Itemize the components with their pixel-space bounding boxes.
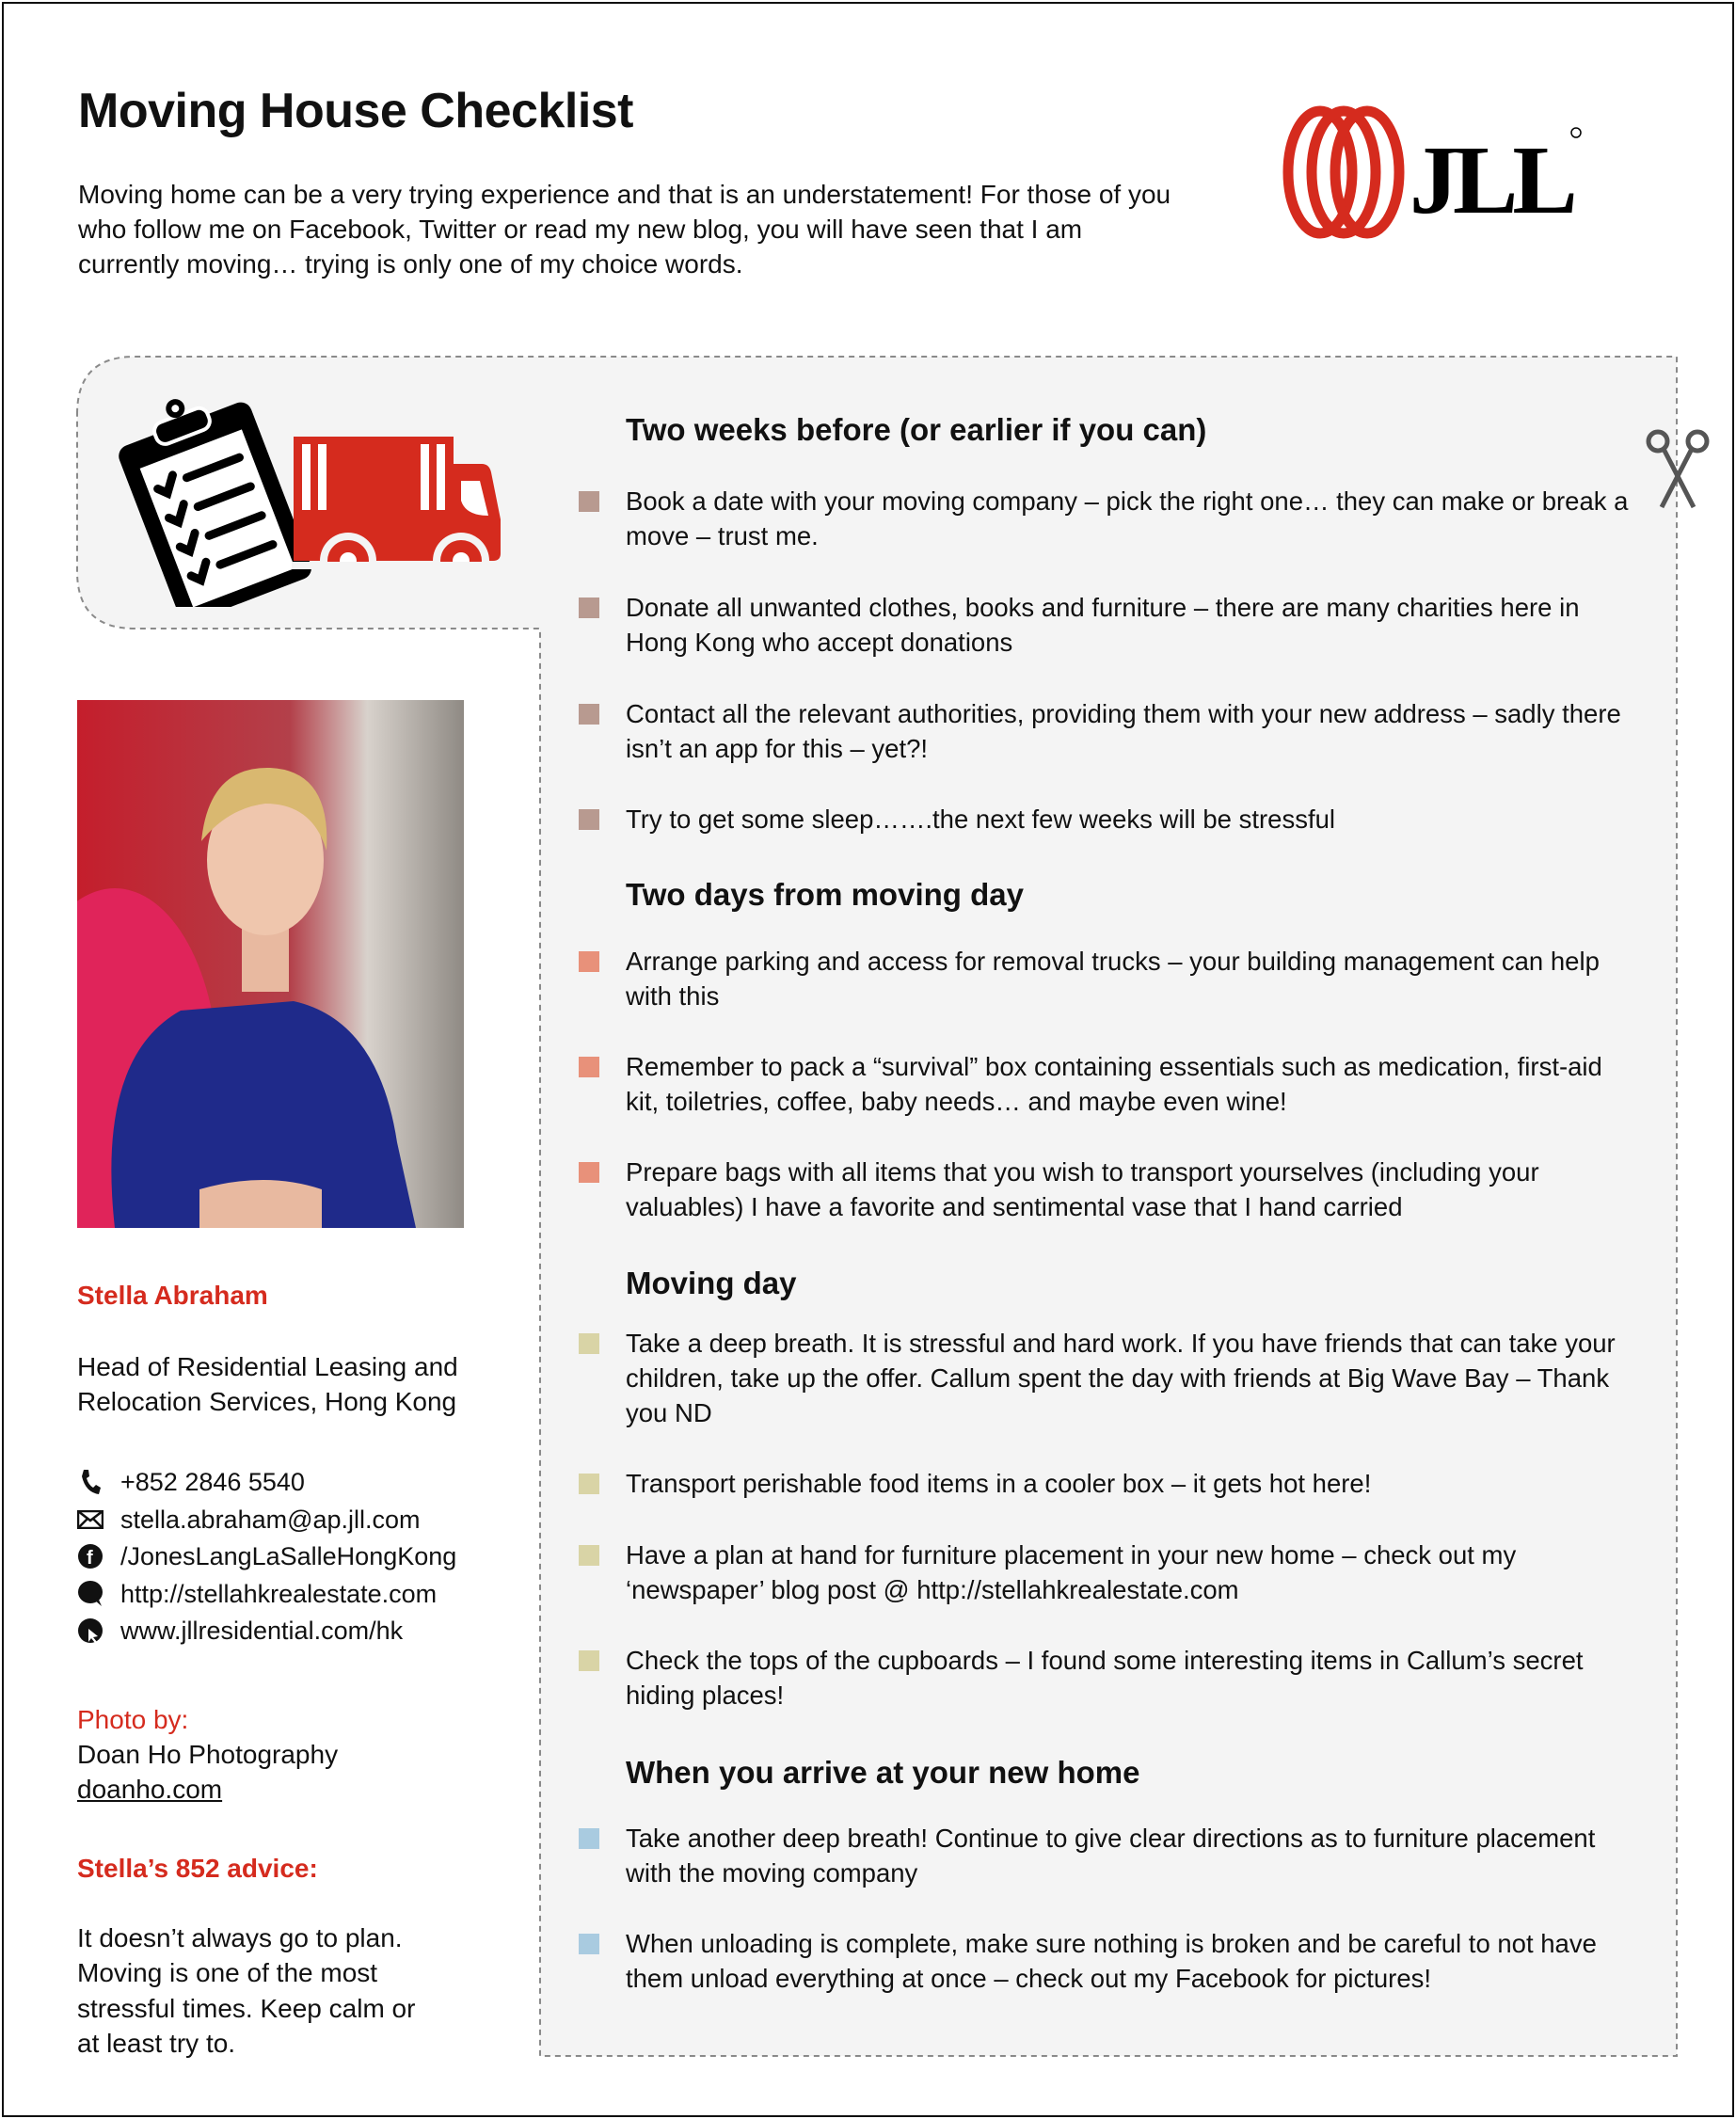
checklist-item: Donate all unwanted clothes, books and furniture – there are many charities here in Hong Kong who accept donations: [579, 590, 1642, 660]
bullet-square: [579, 1333, 599, 1354]
contact-website[interactable]: www.jllresidential.com/hk: [77, 1613, 403, 1649]
scissors-icon: [1645, 428, 1711, 516]
advice-line: It doesn’t always go to plan.: [77, 1923, 403, 1952]
advice-line: at least try to.: [77, 2029, 236, 2058]
checklist-item: Take a deep breath. It is stressful and hard work. If you have friends that can take your children, take up the offer. Callum spent the day with friends at Big Wave Bay – Thank you ND: [579, 1326, 1642, 1430]
section-heading-moving-day: Moving day: [626, 1266, 797, 1300]
facebook-icon: [77, 1543, 104, 1569]
bullet-square: [579, 491, 599, 512]
profile-name: Stella Abraham: [77, 1281, 268, 1310]
bullet-square: [579, 1545, 599, 1566]
checklist-item: Contact all the relevant authorities, providing them with your new address – sadly there isn’t an app for this – yet?!: [579, 696, 1642, 766]
bullet-square: [579, 1474, 599, 1494]
checklist-item: Remember to pack a “survival” box containing essentials such as medication, first-aid kit, toiletries, coffee, baby needs… and maybe even wine!: [579, 1049, 1642, 1119]
contact-blog[interactable]: http://stellahkrealestate.com: [77, 1576, 437, 1612]
bullet-square: [579, 951, 599, 972]
bullet-square: [579, 1057, 599, 1077]
photographer-name: Doan Ho Photography: [77, 1740, 339, 1769]
section-heading-two-days: Two days from moving day: [626, 877, 1024, 912]
bullet-square: [579, 597, 599, 618]
page-title: Moving House Checklist: [78, 84, 633, 138]
clipboard-icon: [108, 390, 315, 612]
checklist-item: Arrange parking and access for removal trucks – your building management can help with this: [579, 944, 1642, 1013]
photographer-link[interactable]: doanho.com: [77, 1775, 223, 1804]
bullet-square: [579, 704, 599, 725]
advice-heading: Stella’s 852 advice:: [77, 1854, 318, 1883]
checklist-item: Take another deep breath! Continue to give clear directions as to furniture placement with the moving company: [579, 1821, 1642, 1890]
photo-by-label: Photo by:: [77, 1705, 189, 1734]
jll-logo: [1278, 102, 1598, 252]
contact-email[interactable]: stella.abraham@ap.jll.com: [77, 1502, 421, 1537]
advice-line: Moving is one of the most: [77, 1958, 378, 1987]
mail-icon: [77, 1506, 104, 1533]
checklist-item: When unloading is complete, make sure nothing is broken and be careful to not have them unload everything at once – check out my Facebook for pictures!: [579, 1926, 1642, 1996]
checklist-item: Check the tops of the cupboards – I found some interesting items in Callum’s secret hiding places!: [579, 1643, 1642, 1713]
svg-text:f: f: [87, 1548, 93, 1569]
bullet-square: [579, 809, 599, 830]
contact-facebook[interactable]: f /JonesLangLaSalleHongKong: [77, 1538, 456, 1574]
section-heading-two-weeks: Two weeks before (or earlier if you can): [626, 412, 1207, 447]
profile-role-line2: Relocation Services, Hong Kong: [77, 1387, 457, 1416]
checklist-item: Book a date with your moving company – pick the right one… they can make or break a move – trust me.: [579, 484, 1642, 553]
profile-role-line1: Head of Residential Leasing and: [77, 1352, 458, 1381]
bullet-square: [579, 1934, 599, 1954]
cursor-globe-icon: [77, 1617, 104, 1644]
checklist-item: Transport perishable food items in a cooler box – it gets hot here!: [579, 1466, 1642, 1501]
bullet-square: [579, 1650, 599, 1671]
chat-bubble-icon: [77, 1581, 104, 1607]
bullet-square: [579, 1162, 599, 1183]
moving-truck-icon: [292, 433, 518, 574]
section-heading-arrive: When you arrive at your new home: [626, 1755, 1140, 1790]
contact-phone: +852 2846 5540: [77, 1464, 305, 1500]
checklist-item: Have a plan at hand for furniture placement in your new home – check out my ‘newspaper’ blog post @ http://stellahkrealestate.com: [579, 1537, 1642, 1607]
bullet-square: [579, 1828, 599, 1849]
advice-line: stressful times. Keep calm or: [77, 1994, 416, 2023]
checklist-item: Prepare bags with all items that you wish to transport yourselves (including your valuables) I have a favorite and sentimental vase that I hand carried: [579, 1155, 1642, 1224]
phone-icon: [77, 1469, 104, 1495]
logo-text: JLL: [1410, 126, 1572, 234]
profile-photo: [77, 700, 464, 1233]
checklist-item: Try to get some sleep…….the next few weeks will be stressful: [579, 802, 1642, 836]
intro-text: Moving home can be a very trying experience and that is an understatement! For those of you who follow me on Facebook, Twitter or read my new blog, you will have seen that I am currently moving… trying is only one of my choice words.: [78, 180, 1171, 279]
